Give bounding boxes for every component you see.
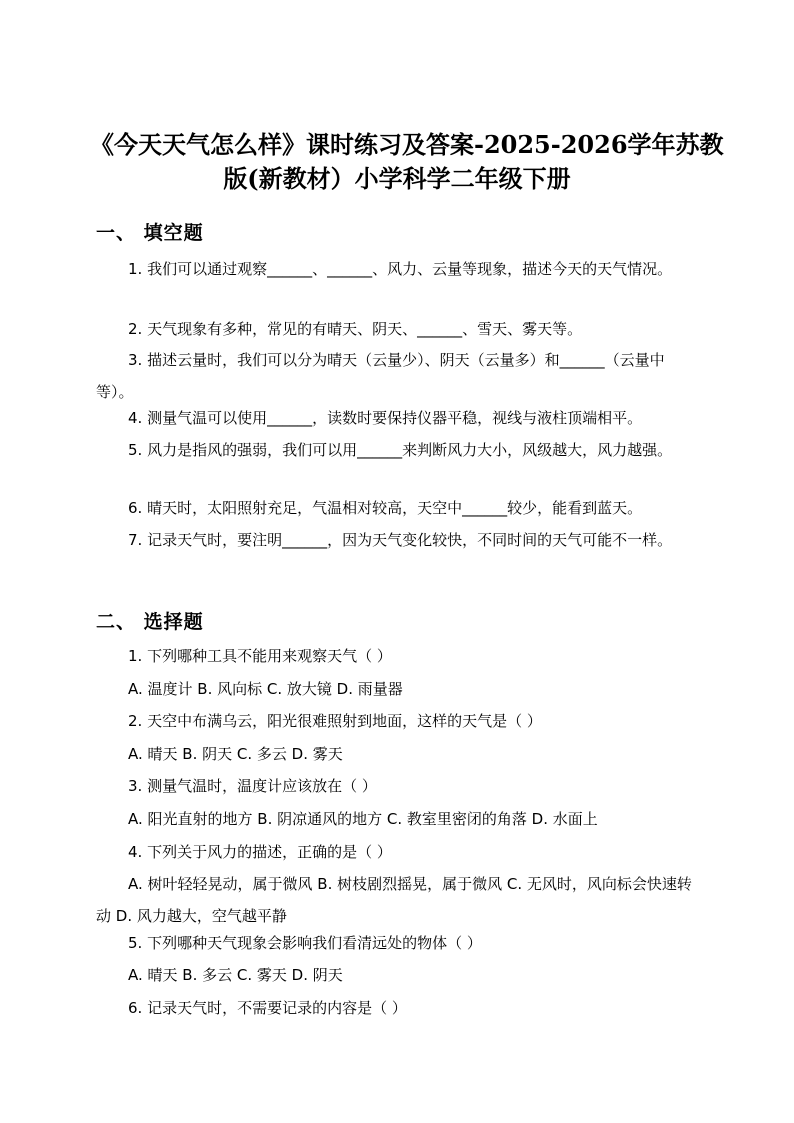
- fill-blank-question-6: 6. 晴天时，太阳照射充足，气温相对较高，天空中______较少，能看到蓝天。: [128, 499, 643, 517]
- section-heading-multiple-choice: 二、 选择题: [96, 611, 204, 633]
- fill-blank-question-5: 5. 风力是指风的强弱，我们可以用______来判断风力大小，风级越大，风力越强。: [128, 441, 673, 459]
- choice-question-3: 3. 测量气温时，温度计应该放在（ ）: [128, 777, 377, 795]
- fill-blank-question-2: 2. 天气现象有多种，常见的有晴天、阴天、______、雪天、雾天等。: [128, 320, 583, 338]
- choice-question-2: 2. 天空中布满乌云，阳光很难照射到地面，这样的天气是（ ）: [128, 712, 542, 730]
- choice-options-1: A. 温度计 B. 风向标 C. 放大镜 D. 雨量器: [128, 680, 403, 698]
- choice-question-6: 6. 记录天气时，不需要记录的内容是（ ）: [128, 999, 407, 1017]
- choice-question-1: 1. 下列哪种工具不能用来观察天气（ ）: [128, 647, 392, 665]
- choice-options-2: A. 晴天 B. 阴天 C. 多云 D. 雾天: [128, 745, 343, 763]
- fill-blank-question-3: 3. 描述云量时，我们可以分为晴天（云量少）、阴天（云量多）和______（云量中等）。: [96, 351, 665, 401]
- choice-options-3: A. 阳光直射的地方 B. 阴凉通风的地方 C. 教室里密闭的角落 D. 水面上: [128, 810, 598, 828]
- document-title: [90, 128, 724, 196]
- section-heading-fill-blank: 一、 填空题: [96, 222, 204, 244]
- choice-question-5: 5. 下列哪种天气现象会影响我们看清远处的物体（ ）: [128, 934, 482, 952]
- fill-blank-question-4: 4. 测量气温可以使用______，读数时要保持仪器平稳，视线与液柱顶端相平。: [128, 409, 643, 427]
- choice-question-4: 4. 下列关于风力的描述，正确的是（ ）: [128, 843, 392, 861]
- fill-blank-question-1: 1. 我们可以通过观察______、______、风力、云量等现象，描述今天的天气情况。: [128, 260, 673, 278]
- title-line-2: 版(新教材）小学科学二年级下册: [223, 164, 571, 193]
- title-line-1: 《今天天气怎么样》课时练习及答案-2025-2026学年苏教: [90, 130, 724, 159]
- choice-options-4: A. 树叶轻轻晃动，属于微风 B. 树枝剧烈摇晃，属于微风 C. 无风时，风向标会快速转动 D. 风力越大，空气越平静: [96, 875, 692, 925]
- fill-blank-question-7: 7. 记录天气时，要注明______，因为天气变化较快，不同时间的天气可能不一样。: [128, 531, 673, 549]
- choice-options-5: A. 晴天 B. 多云 C. 雾天 D. 阴天: [128, 966, 343, 984]
